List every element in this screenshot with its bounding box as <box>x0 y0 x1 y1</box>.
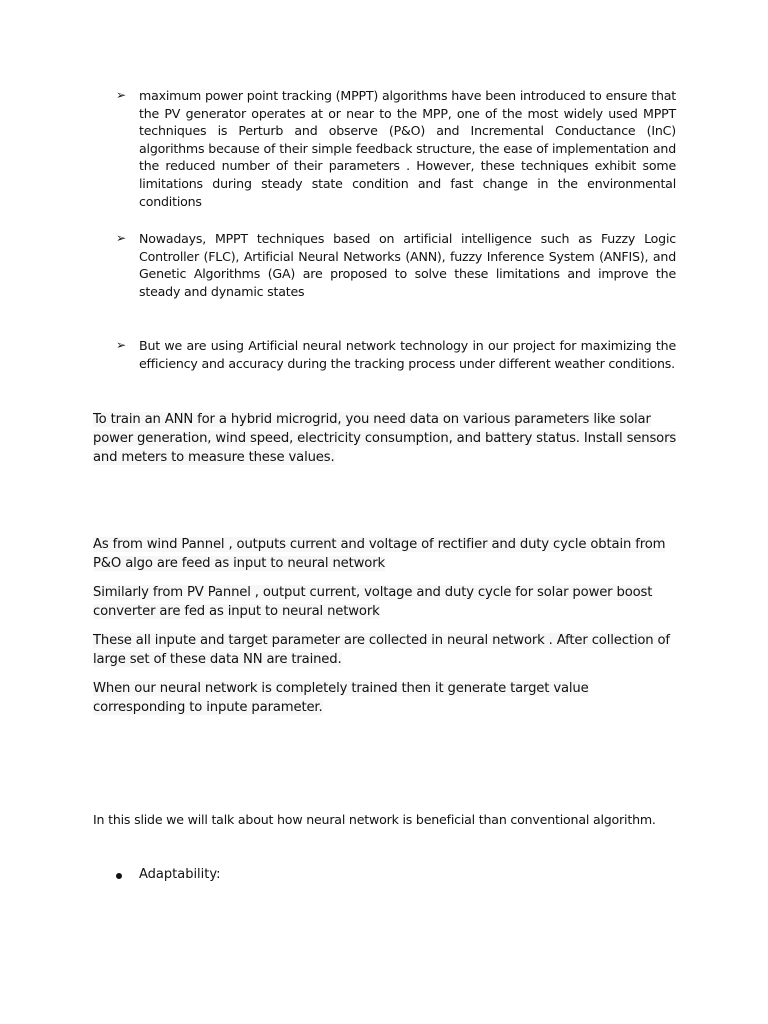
paragraph-text: When our neural network is completely trained then it generate target value corresponding to inpute parameter. <box>93 681 589 716</box>
arrow-bullet-icon: ➢ <box>116 338 126 352</box>
paragraph-collection <box>93 631 683 669</box>
paragraph-text: Similarly from PV Pannel , output current, voltage and duty cycle for solar power boost converter are fed as input to neural network <box>93 585 653 620</box>
arrow-item-text: maximum power point tracking (MPPT) algorithms have been introduced to ensure that the PV generator operates at or near to the MPP, one of the most widely used MPPT techniques is Perturb and observe (P&O) and Incremental Conductance (InC) algorithms because of their simple feedback structure, the ease of implementation and the reduced number of their parameters . However, these techniques exhibit some limitations during steady state condition and fast change in the environmental conditions <box>139 88 676 209</box>
arrow-item-text: But we are using Artificial neural network technology in our project for maximizing the efficiency and accuracy during the tracking process under different weather conditions. <box>139 338 676 371</box>
arrow-list-item <box>116 337 676 372</box>
paragraph-pv-inputs <box>93 583 683 621</box>
paragraph-training-data <box>93 410 683 468</box>
arrow-bullet-icon: ➢ <box>116 231 126 245</box>
paragraph-wind-inputs <box>93 535 683 573</box>
paragraph-text: To train an ANN for a hybrid microgrid, you need data on various parameters like solar power generation, wind speed, electricity consumption, and battery status. Install sensors and meters to measure these values. <box>93 412 677 466</box>
arrow-item-text: Nowadays, MPPT techniques based on artificial intelligence such as Fuzzy Logic Controller (FLC), Artificial Neural Networks (ANN), fuzzy Inference System (ANFIS), and Genetic Algorithms (GA) are proposed to solve these limitations and improve the steady and dynamic states <box>139 231 676 299</box>
slide-intro-text: In this slide we will talk about how neural network is beneficial than conventional algorithm. <box>93 812 656 827</box>
bullet-list-item <box>116 866 221 884</box>
paragraph-trained-output <box>93 679 683 717</box>
paragraph-text: As from wind Pannel , outputs current and voltage of rectifier and duty cycle obtain from P&O algo are feed as input to neural network <box>93 537 666 572</box>
bullet-dot-icon <box>116 873 122 879</box>
paragraph-text: These all inpute and target parameter are collected in neural network . After collection of large set of these data NN are trained. <box>93 633 670 668</box>
arrow-list-item <box>116 87 676 210</box>
bullet-item-label: Adaptability: <box>139 867 221 882</box>
arrow-bullet-icon: ➢ <box>116 88 126 102</box>
arrow-list-item <box>116 230 676 300</box>
